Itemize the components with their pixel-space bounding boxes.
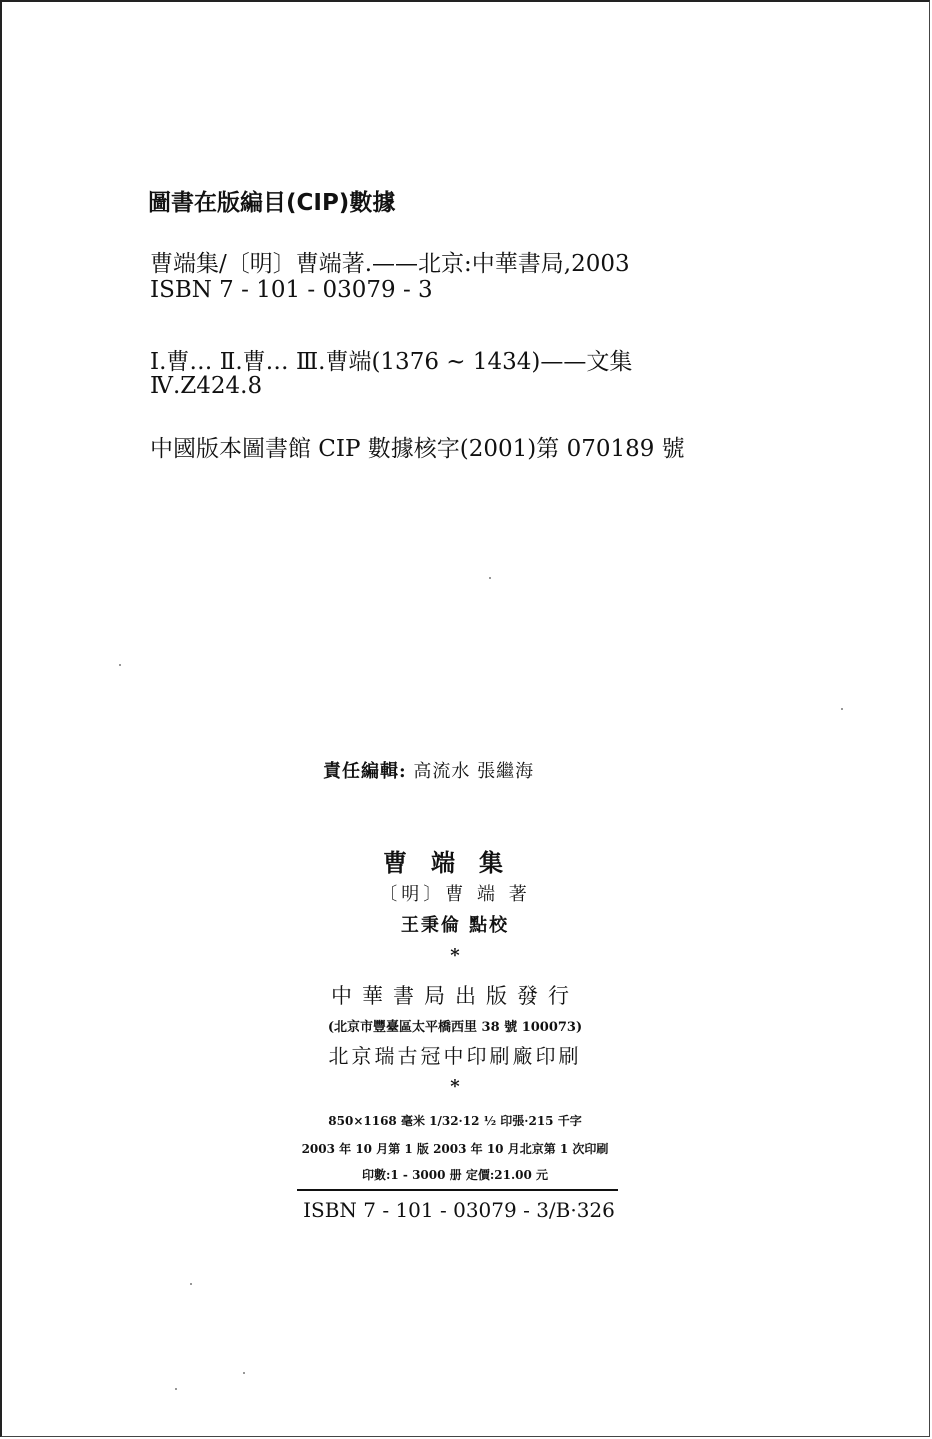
printer: 北京瑞古冠中印刷廠印刷 xyxy=(328,1044,582,1068)
editors-label: 責任編輯: xyxy=(323,761,407,782)
cip-title-line: 曹端集/〔明〕曹端著.——北京:中華書局,2003 xyxy=(150,251,630,277)
horizontal-rule xyxy=(297,1189,618,1191)
isbn-bottom: ISBN 7 - 101 - 03079 - 3/B·326 xyxy=(303,1198,615,1222)
edition-info: 2003 年 10 月第 1 版 2003 年 10 月北京第 1 次印刷 xyxy=(301,1142,609,1156)
editors-names: 高流水 張繼海 xyxy=(413,761,535,782)
scan-speck xyxy=(190,1283,192,1285)
scan-speck xyxy=(489,577,491,579)
cip-subject-line: Ⅰ.曹… Ⅱ.曹… Ⅲ.曹端(1376 ~ 1434)——文集 xyxy=(150,349,633,375)
print-run-price: 印數:1 - 3000 册 定價:21.00 元 xyxy=(361,1168,549,1182)
scan-speck xyxy=(175,1388,177,1390)
cip-record-number: 中國版本圖書館 CIP 數據核字(2001)第 070189 號 xyxy=(150,436,685,462)
book-title: 曹端集 xyxy=(383,848,527,877)
cip-classification-line: Ⅳ.Z424.8 xyxy=(150,373,263,399)
book-author: 〔明〕曹 端 著 xyxy=(379,884,531,905)
format-spec: 850×1168 毫米 1/32·12 ½ 印張·215 千字 xyxy=(328,1114,582,1128)
responsible-editors xyxy=(323,757,534,783)
scan-speck xyxy=(119,664,121,666)
publisher: 中華書局出版發行 xyxy=(331,984,579,1008)
cip-heading: 圖書在版編目(CIP)數據 xyxy=(148,190,396,216)
scan-speck xyxy=(243,1372,245,1374)
publisher-address: (北京市豐臺區太平橋西里 38 號 100073) xyxy=(327,1020,583,1035)
divider-asterisk: * xyxy=(450,945,460,966)
cip-isbn-line: ISBN 7 - 101 - 03079 - 3 xyxy=(150,277,433,303)
book-proofreader: 王秉倫 點校 xyxy=(400,915,510,936)
scan-speck xyxy=(841,708,843,710)
divider-asterisk: * xyxy=(450,1076,460,1097)
